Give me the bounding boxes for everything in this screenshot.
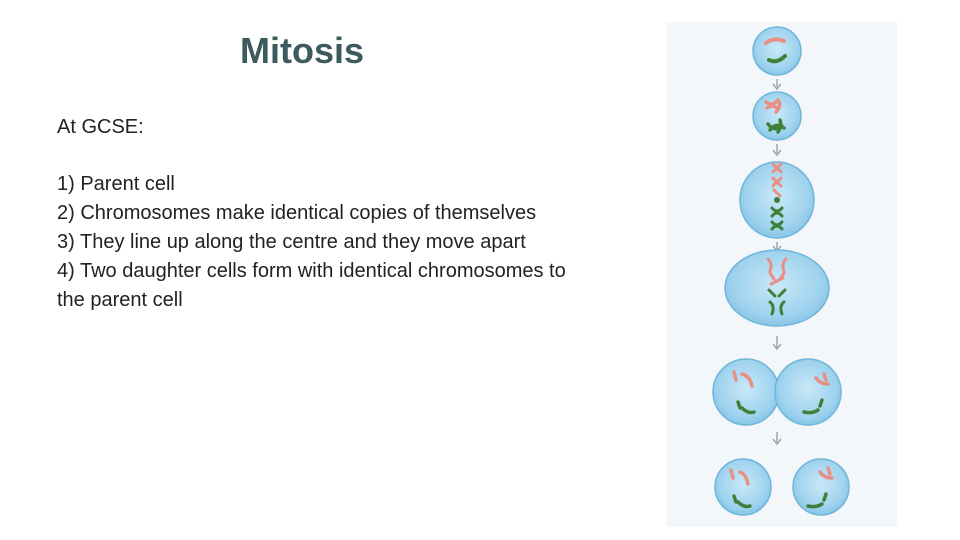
stage-cytokinesis <box>713 359 841 425</box>
stage-chromosome-duplication <box>753 92 801 140</box>
step-4: 4) Two daughter cells form with identical chromosomes to the parent cell <box>57 260 566 311</box>
mitosis-diagram <box>666 22 897 527</box>
slide-title: Mitosis <box>240 30 365 71</box>
step-1: 1) Parent cell <box>57 173 175 195</box>
stage-metaphase <box>740 162 814 238</box>
stage-parent-cell <box>753 27 801 75</box>
down-arrow-icon <box>773 336 781 349</box>
down-arrow-icon <box>773 144 781 155</box>
down-arrow-icon <box>773 79 781 89</box>
slide-subtitle: At GCSE: <box>57 116 144 138</box>
stage-anaphase <box>725 250 829 326</box>
step-2: 2) Chromosomes make identical copies of themselves <box>57 202 537 224</box>
steps-list <box>57 170 577 315</box>
step-3: 3) They line up along the centre and they move apart <box>57 231 526 253</box>
down-arrow-icon <box>773 432 781 444</box>
stage-daughter-cells <box>715 459 849 515</box>
